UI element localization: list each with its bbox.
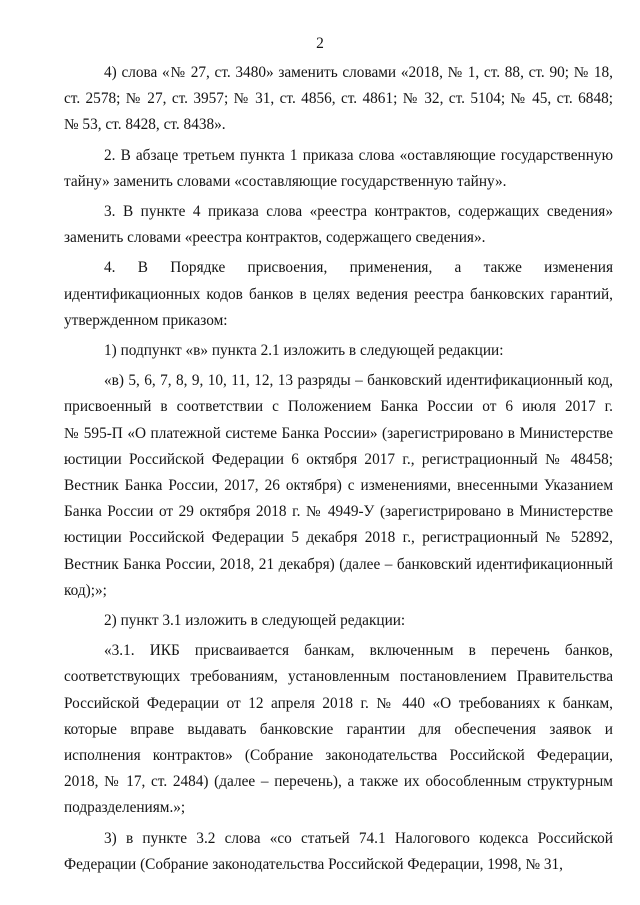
paragraph-line: заменить словами «реестра контрактов, содержащего сведения». [64, 229, 486, 247]
paragraph-line: юстиции Российской Федерации 5 декабря 2018 г., регистрационный № 52892, [64, 529, 613, 547]
paragraph-line: утвержденном приказом: [64, 311, 228, 329]
paragraph-line: 3) в пункте 3.2 слова «со статьей 74.1 Налогового кодекса Российской [104, 829, 613, 847]
paragraph-line: «3.1. ИКБ присваивается банкам, включенным в перечень банков, [104, 642, 613, 660]
paragraph-line: «в) 5, 6, 7, 8, 9, 10, 11, 12, 13 разряды – банковский идентификационный код, [104, 372, 613, 390]
paragraph-line: 3. В пункте 4 приказа слова «реестра контрактов, содержащих сведения» [104, 203, 613, 221]
page-number: 2 [316, 35, 324, 52]
paragraph-line: соответствующих требованиям, установленным постановлением Правительства [64, 668, 613, 686]
paragraph-line: 4. В Порядке присвоения, применения, а также изменения [104, 259, 613, 277]
paragraph-line: Вестник Банка России, 2017, 26 октября) с изменениями, внесенными Указанием [64, 477, 613, 495]
paragraph-line: Федерации (Собрание законодательства Российской Федерации, 1998, № 31, [64, 855, 564, 873]
paragraph-line: 2) пункт 3.1 изложить в следующей редакции: [104, 612, 406, 630]
paragraph-line: идентификационных кодов банков в целях ведения реестра банковских гарантий, [64, 285, 613, 303]
paragraph-line: 2018, № 17, ст. 2484) (далее – перечень), а также их обособленным структурным [64, 773, 613, 791]
paragraph-line: код);»; [64, 581, 107, 599]
paragraph-line: тайну» заменить словами «составляющие государственную тайну». [64, 172, 507, 190]
paragraph-line: 2. В абзаце третьем пункта 1 приказа слова «оставляющие государственную [104, 146, 613, 164]
paragraph-line: Российской Федерации от 12 апреля 2018 г. № 440 «О требованиях к банкам, [64, 694, 613, 712]
paragraph-line: которые вправе выдавать банковские гарантии для обеспечения заявок и [64, 720, 613, 738]
paragraph-line: 1) подпункт «в» пункта 2.1 изложить в следующей редакции: [104, 342, 504, 360]
paragraph-line: юстиции Российской Федерации 6 октября 2017 г., регистрационный № 48458; [64, 450, 613, 468]
paragraph-line: исполнения контрактов» (Собрание законодательства Российской Федерации, [64, 747, 613, 765]
paragraph-line: Банка России от 29 октября 2018 г. № 4949-У (зарегистрировано в Министерстве [64, 503, 613, 521]
paragraph-line: Вестник Банка России, 2018, 21 декабря) (далее – банковский идентификационный [64, 555, 613, 573]
paragraph-line: подразделениям.»; [64, 799, 186, 817]
paragraph-line: 4) слова «№ 27, ст. 3480» заменить словами «2018, № 1, ст. 88, ст. 90; № 18, [104, 64, 613, 81]
paragraph-line: № 595-П «О платежной системе Банка России» (зарегистрировано в Министерстве [64, 424, 613, 442]
paragraph-line: № 53, ст. 8428, ст. 8438». [64, 116, 226, 134]
paragraph-line: присвоенный в соответствии с Положением Банка России от 6 июля 2017 г. [64, 398, 613, 416]
document-body [64, 60, 613, 878]
paragraph-line: ст. 2578; № 27, ст. 3957; № 31, ст. 4856, ст. 4861; № 32, ст. 5104; № 45, ст. 6848; [64, 90, 613, 108]
